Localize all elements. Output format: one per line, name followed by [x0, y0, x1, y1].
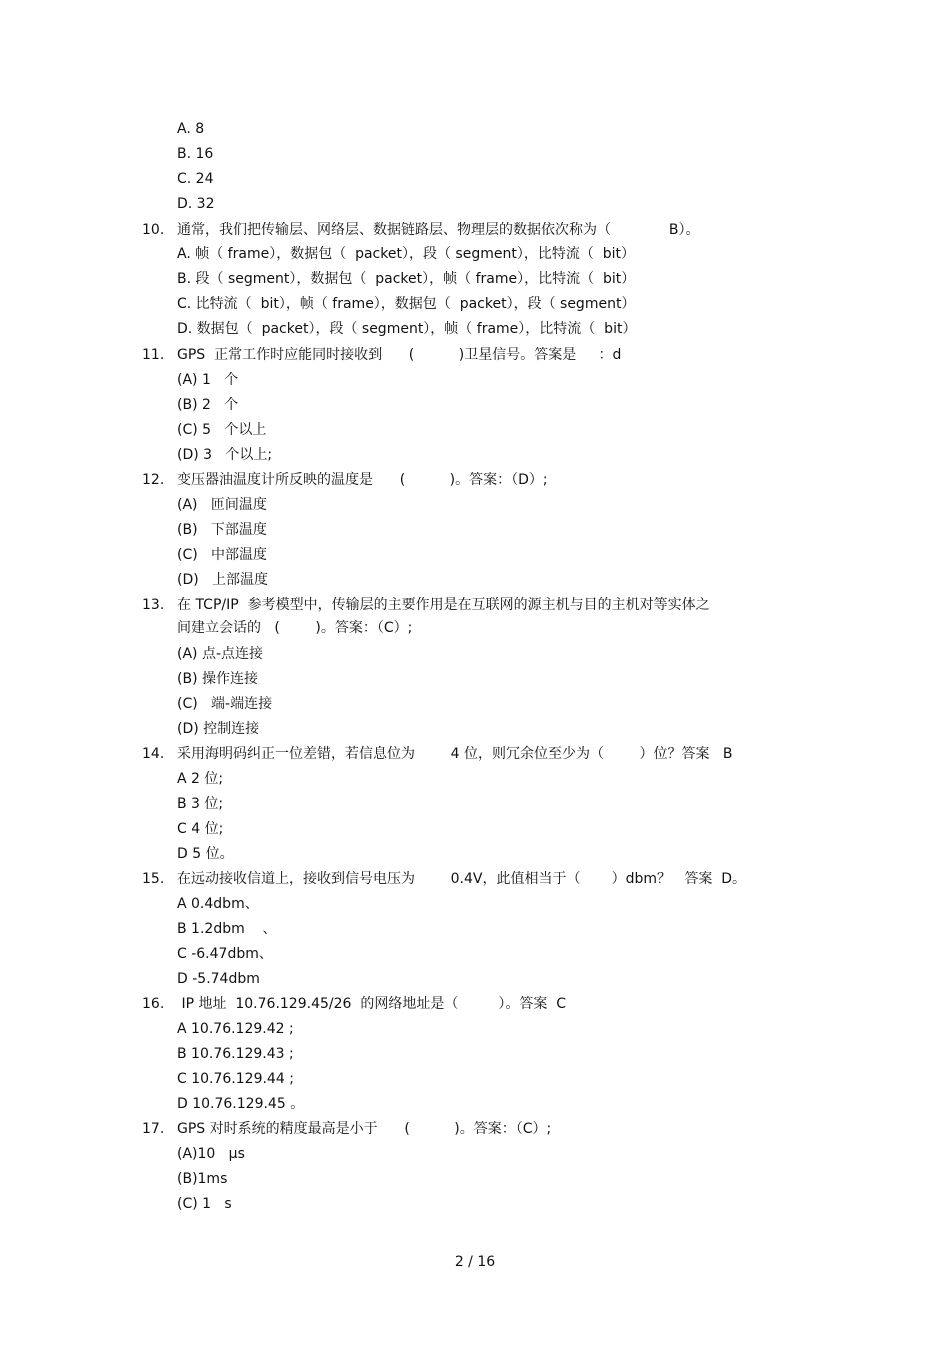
option-line: (D) 上部温度 [177, 572, 269, 588]
option-line: C 10.76.129.44 ; [177, 1071, 294, 1087]
option-line: B 3 位; [177, 796, 224, 812]
option-line: D -5.74dbm [177, 971, 260, 987]
question-number: 11. [142, 347, 165, 363]
option-line: D. 数据包（ packet），段（ segment），帧（ frame），比特流（ bit） [177, 321, 637, 337]
option-line: A. 8 [177, 121, 205, 137]
option-line: D. 32 [177, 196, 215, 212]
question-text-continued: 间建立会话的 ( )。答案：（C）; [177, 620, 413, 636]
question-number: 16. [142, 996, 165, 1012]
option-line: C -6.47dbm、 [177, 946, 273, 962]
question-number: 17. [142, 1121, 165, 1137]
option-line: (A)10 μs [177, 1146, 245, 1162]
question-text: GPS 对时系统的精度最高是小于 ( )。答案：（C）; [177, 1121, 552, 1137]
question-text: IP 地址 10.76.129.45/26 的网络地址是（ ）。答案 C [177, 996, 567, 1012]
option-line: D 10.76.129.45 。 [177, 1096, 305, 1112]
question-number: 15. [142, 871, 165, 887]
option-line: (C) 中部温度 [177, 547, 268, 563]
option-line: A. 帧（ frame），数据包（ packet），段（ segment），比特流（ bit） [177, 246, 635, 262]
option-line: C 4 位; [177, 821, 224, 837]
option-line: (C) 1 s [177, 1196, 232, 1212]
question-number: 12. [142, 472, 165, 488]
option-line: A 2 位; [177, 771, 224, 787]
option-line: B 10.76.129.43 ; [177, 1046, 294, 1062]
question-text: 在远动接收信道上，接收到信号电压为 0.4V，此值相当于（ ）dbm？ 答案 D。 [177, 871, 747, 887]
option-line: (C) 5 个以上 [177, 422, 267, 438]
question-text: 在 TCP/IP 参考模型中，传输层的主要作用是在互联网的源主机与目的主机对等实体之 [177, 597, 710, 613]
option-line: B. 16 [177, 146, 214, 162]
page-number: 2 / 16 [454, 1254, 496, 1270]
option-line: (B) 2 个 [177, 397, 239, 413]
question-number: 13. [142, 597, 165, 613]
option-line: (A) 1 个 [177, 372, 239, 388]
option-line: D 5 位。 [177, 846, 234, 862]
option-line: (C) 端-端连接 [177, 696, 273, 712]
option-line: B. 段（ segment），数据包（ packet），帧（ frame），比特流（ bit） [177, 271, 636, 287]
option-line: (B) 下部温度 [177, 522, 267, 538]
question-number: 14. [142, 746, 165, 762]
option-line: (B)1ms [177, 1171, 228, 1187]
question-text: 变压器油温度计所反映的温度是 ( )。答案：（D）; [177, 472, 548, 488]
option-line: B 1.2dbm 、 [177, 921, 277, 937]
option-line: A 0.4dbm、 [177, 896, 259, 912]
option-line: (A) 点-点连接 [177, 646, 264, 662]
option-line: (B) 操作连接 [177, 671, 258, 687]
option-line: C. 24 [177, 171, 214, 187]
option-line: A 10.76.129.42 ; [177, 1021, 294, 1037]
option-line: (A) 匝间温度 [177, 497, 267, 513]
option-line: (D) 控制连接 [177, 721, 260, 737]
question-number: 10. [142, 222, 165, 238]
question-text: GPS 正常工作时应能同时接收到 ( )卫星信号。答案是 ：d [177, 347, 622, 363]
question-text: 采用海明码纠正一位差错，若信息位为 4 位，则冗余位至少为（ ）位？答案 B [177, 746, 733, 762]
option-line: (D) 3 个以上; [177, 447, 273, 463]
question-text: 通常，我们把传输层、网络层、数据链路层、物理层的数据依次称为（ B）。 [177, 222, 700, 238]
option-line: C. 比特流（ bit），帧（ frame），数据包（ packet），段（ segment） [177, 296, 636, 312]
